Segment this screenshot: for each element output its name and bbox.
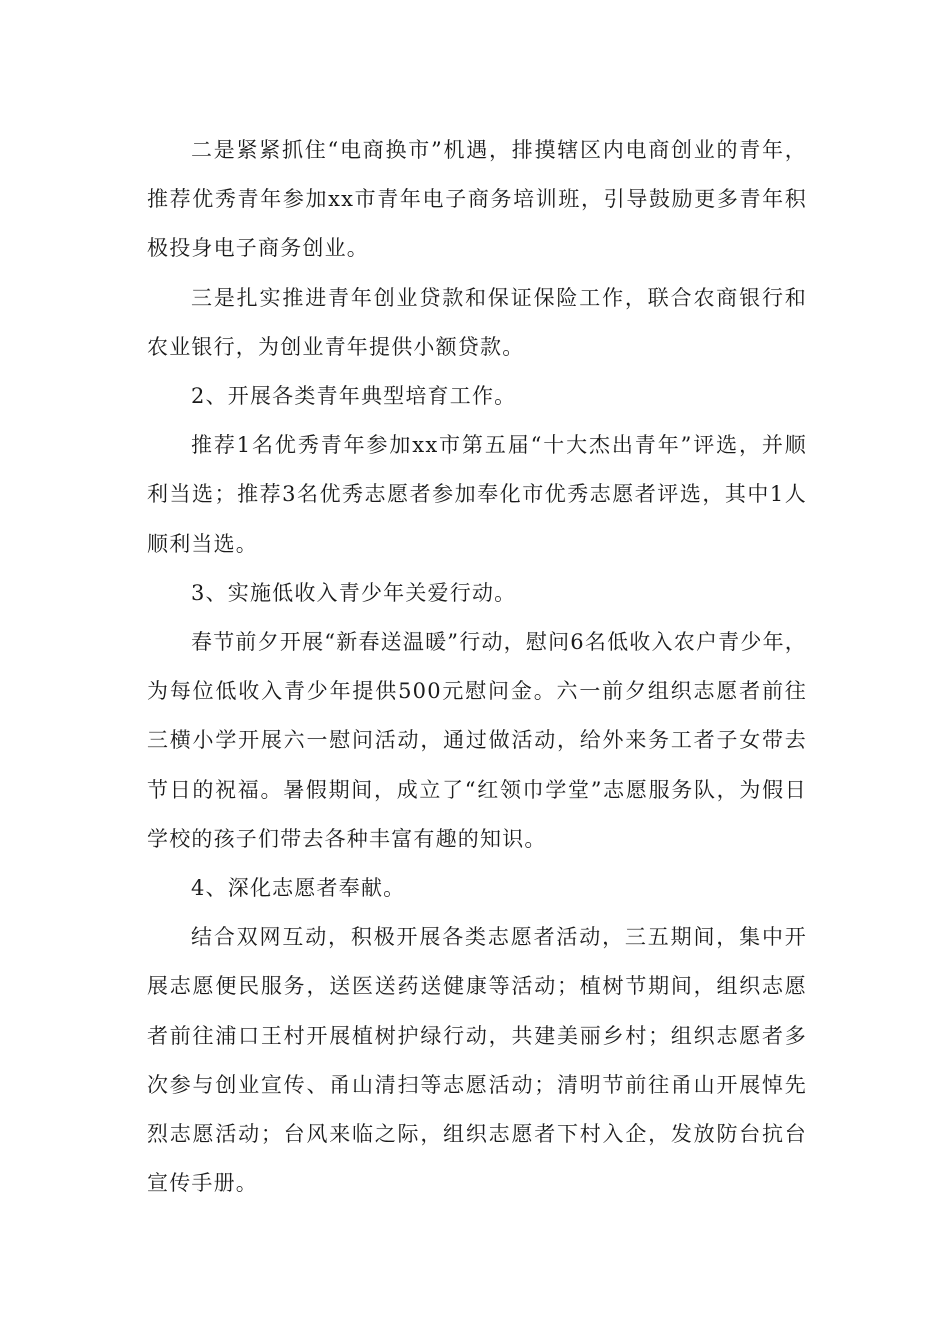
paragraph-care-actions: 春节前夕开展“新春送温暖”行动，慰问6名低收入农户青少年，为每位低收入青少年提供500元慰问金。六一前夕组织志愿者前往三横小学开展六一慰问活动，通过做活动，给外来务工者子女带去节日的祝福。暑假期间，成立了“红领巾学堂”志愿服务队，为假日学校的孩子们带去各种丰富有趣的知识。 xyxy=(147,630,807,851)
paragraph-ecommerce: 二是紧紧抓住“电商换市”机遇，排摸辖区内电商创业的青年，推荐优秀青年参加xx市青年电子商务培训班，引导鼓励更多青年积极投身电子商务创业。 xyxy=(147,138,807,261)
paragraph-youth-recommendation: 推荐1名优秀青年参加xx市第五届“十大杰出青年”评选，并顺利当选；推荐3名优秀志愿者参加奉化市优秀志愿者评选，其中1人顺利当选。 xyxy=(147,433,807,556)
paragraph-loans: 三是扎实推进青年创业贷款和保证保险工作，联合农商银行和农业银行，为创业青年提供小额贷款。 xyxy=(147,285,807,359)
paragraph-volunteer-activities: 结合双网互动，积极开展各类志愿者活动，三五期间，集中开展志愿便民服务，送医送药送健康等活动；植树节期间，组织志愿者前往浦口王村开展植树护绿行动，共建美丽乡村；组织志愿者多次参与创业宣传、甬山清扫等志愿活动；清明节前往甬山开展悼先烈志愿活动；台风来临之际，组织志愿者下村入企，发放防台抗台宣传手册。 xyxy=(147,925,807,1196)
document-body xyxy=(147,126,807,1208)
section-heading-2: 2、开展各类青年典型培育工作。 xyxy=(191,384,517,409)
section-heading-4: 4、深化志愿者奉献。 xyxy=(191,876,406,901)
section-heading-3: 3、实施低收入青少年关爱行动。 xyxy=(191,580,517,605)
